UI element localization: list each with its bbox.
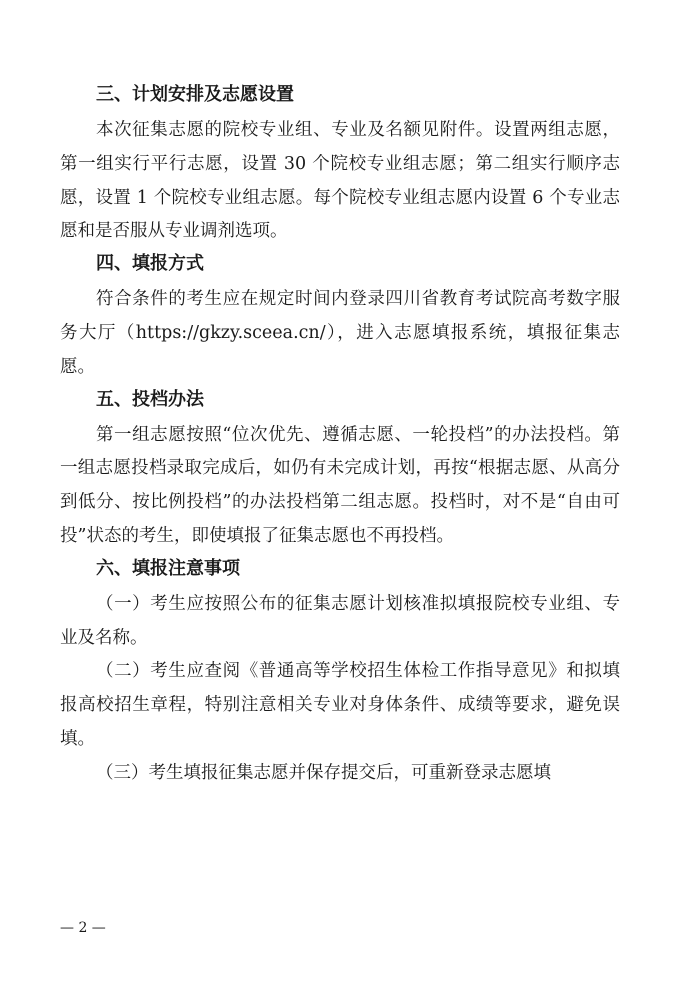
document-body (60, 80, 620, 791)
notice-item-2: （二）考生应查阅《普通高等学校招生体检工作指导意见》和拟填报高校招生章程，特别注意相关专业对身体条件、成绩等要求，避免误填。 (60, 661, 620, 749)
page-number: — 2 — (60, 920, 106, 936)
section-paragraph-5: 第一组志愿按照“位次优先、遵循志愿、一轮投档”的办法投档。第一组志愿投档录取完成后，如仍有未完成计划，再按“根据志愿、从高分到低分、按比例投档”的办法投档第二组志愿。投档时，对不是“自由可投”状态的考生，即使填报了征集志愿也不再投档。 (60, 424, 620, 546)
section-paragraph-3: 本次征集志愿的院校专业组、专业及名额见附件。设置两组志愿，第一组实行平行志愿，设置 30 个院校专业组志愿；第二组实行顺序志愿，设置 1 个院校专业组志愿。每个院校专业组志愿内设置 6 个专业志愿和是否服从专业调剂选项。 (60, 120, 620, 242)
section-heading-3: 三、计划安排及志愿设置 (96, 84, 294, 105)
notice-item-3: （三）考生填报征集志愿并保存提交后，可重新登录志愿填 (96, 762, 551, 783)
section-heading-6: 六、填报注意事项 (96, 557, 240, 579)
section-heading-4: 四、填报方式 (96, 253, 204, 275)
section-paragraph-4: 符合条件的考生应在规定时间内登录四川省教育考试院高考数字服务大厅（https://gkzy.sceea.cn/），进入志愿填报系统，填报征集志愿。 (60, 289, 620, 377)
notice-item-1: （一）考生应按照公布的征集志愿计划核准拟填报院校专业组、专业及名称。 (60, 593, 620, 648)
section-heading-5: 五、投档办法 (96, 388, 204, 410)
